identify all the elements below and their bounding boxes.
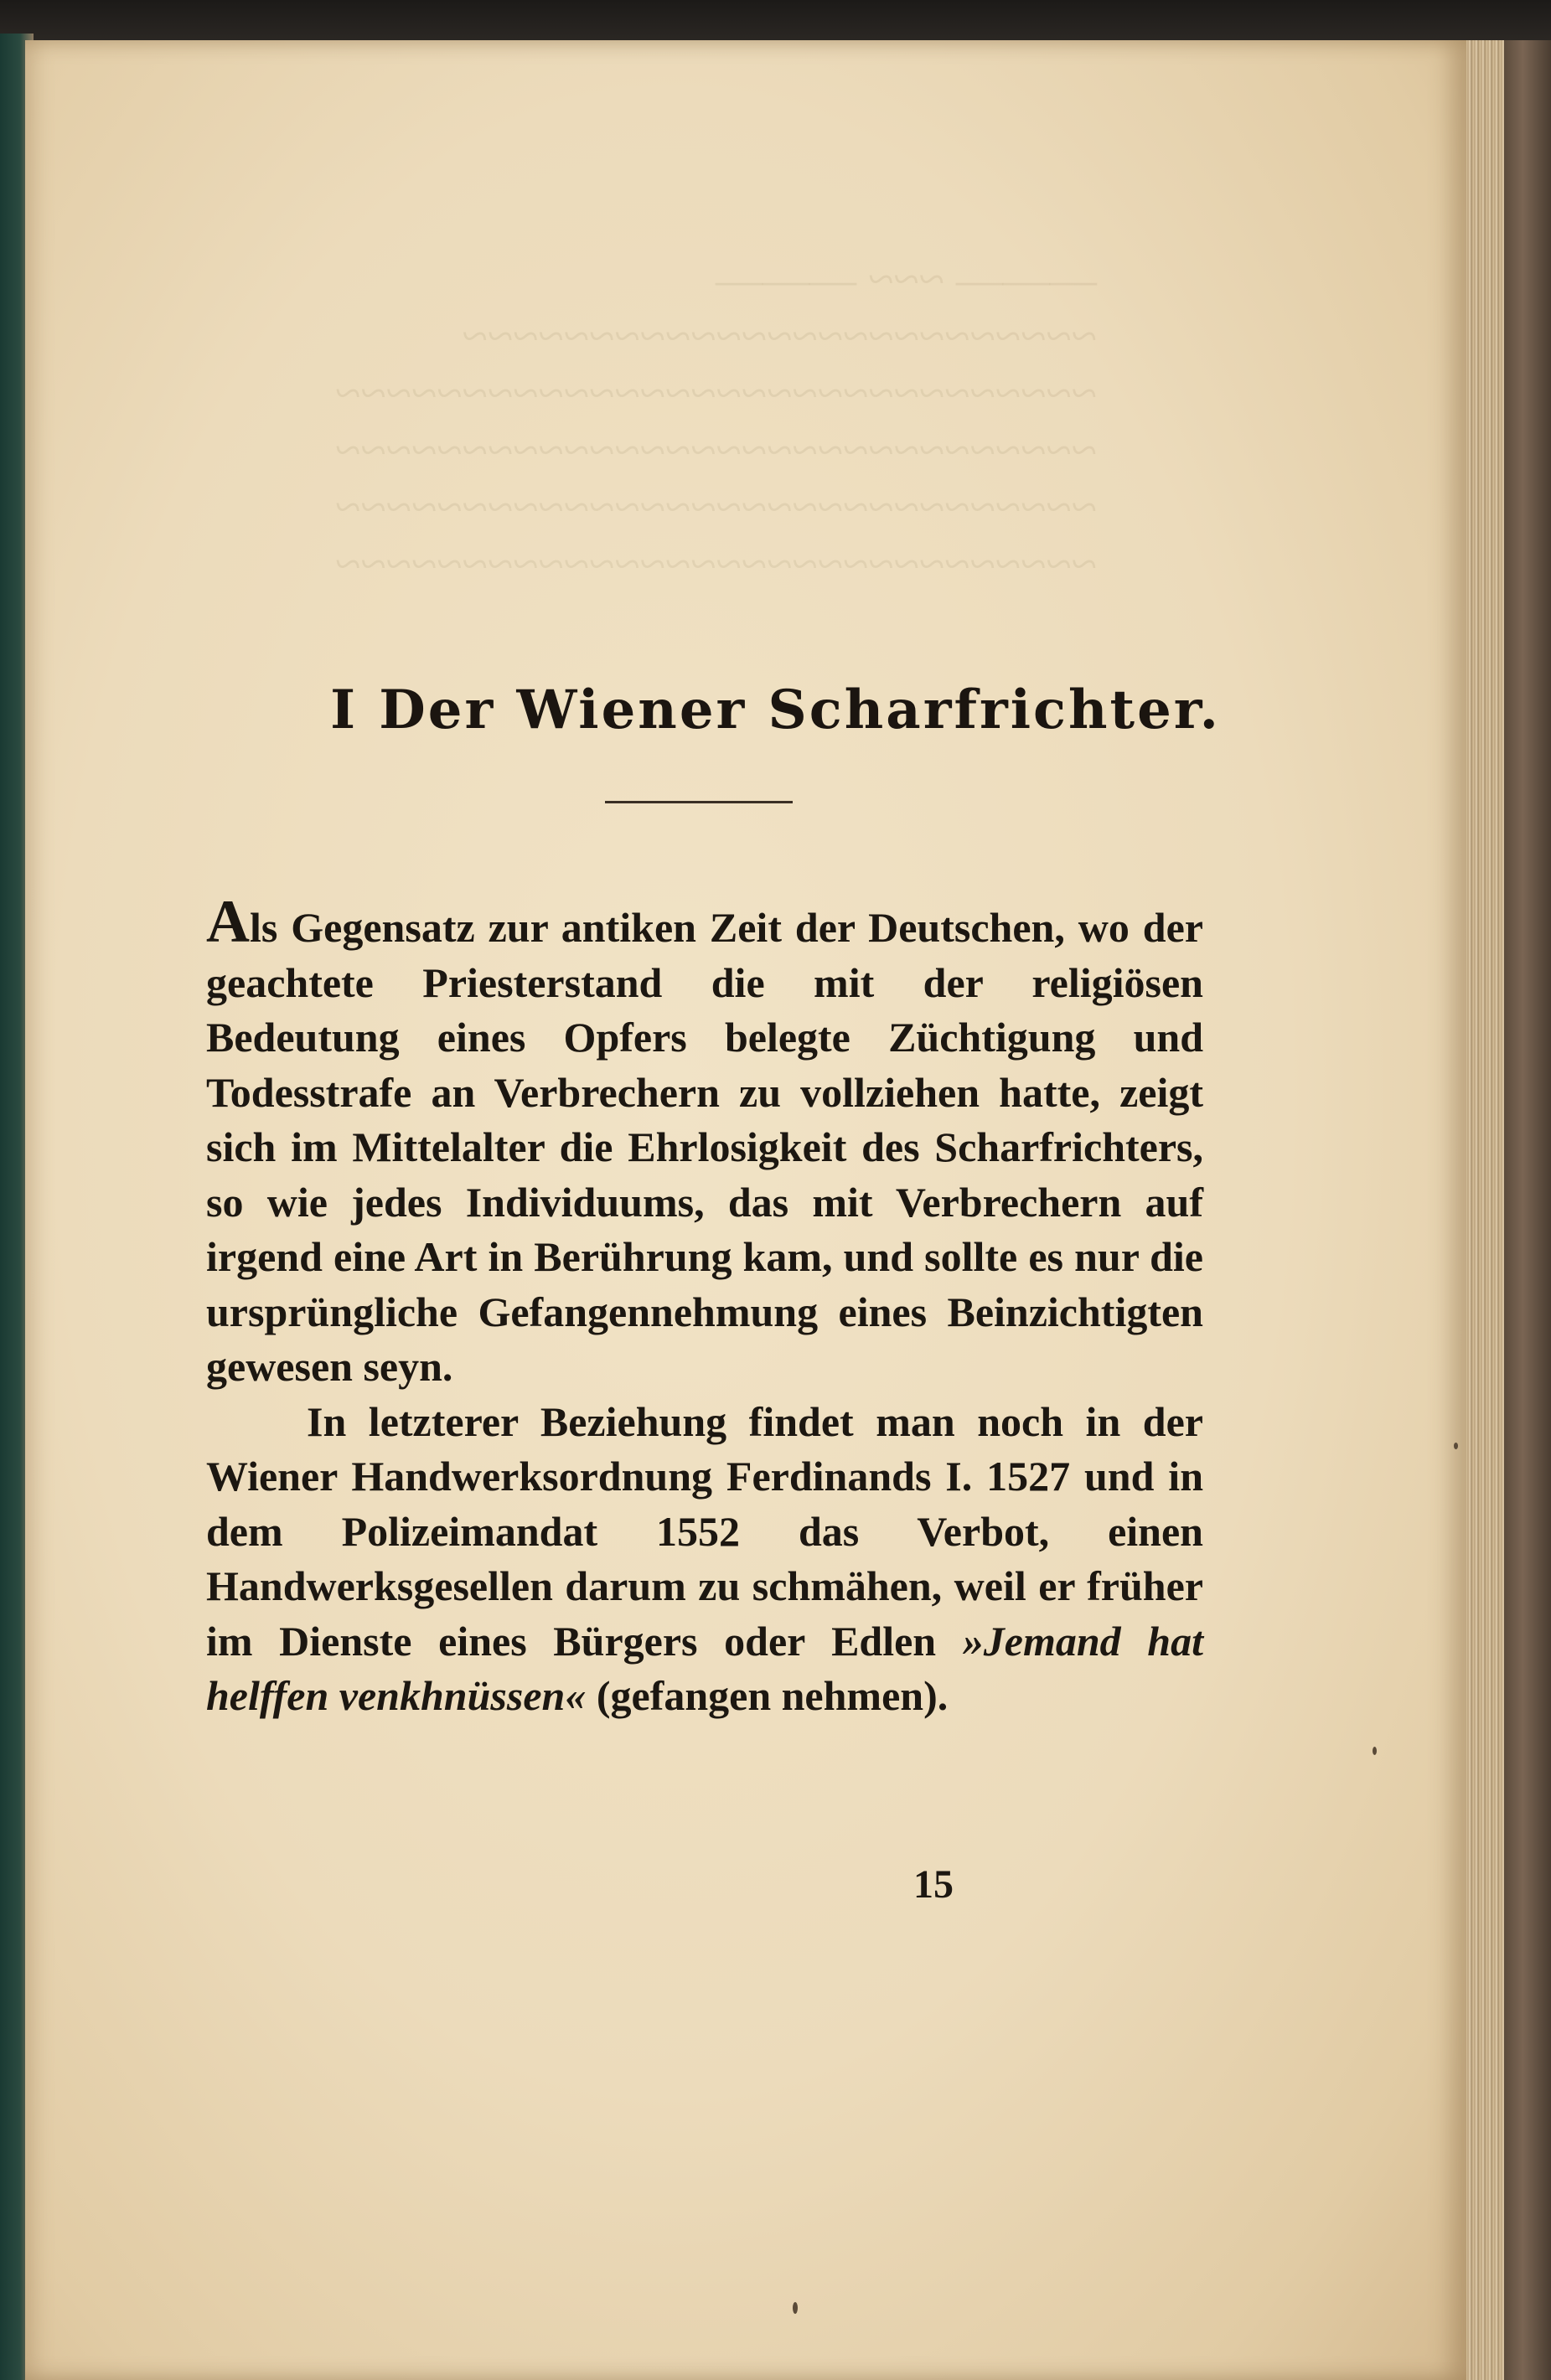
body-text (206, 888, 1203, 1724)
drop-cap: A (206, 888, 250, 955)
paragraph-1-text: ls Gegensatz zur antiken Zeit der Deutschen, wo der geachtete Priesterstand die mit der religiösen Bedeutung eines Opfers belegte Züchtigung und Todesstrafe an Verbrechern zu vollziehen hatte, zeigt sich im Mittelalter die Ehrlosigkeit des Scharfrichters, so wie jedes Individuums, das mit Verbrechern auf irgend eine Art in Berührung kam, und sollte es nur die ursprüngliche Gefangennehmung eines Beinzichtigten gewesen seyn. (206, 904, 1203, 1390)
heading-rule (605, 801, 793, 803)
paragraph-1 (206, 888, 1203, 1395)
speck-mark (1454, 1443, 1458, 1449)
page-edges (1466, 40, 1504, 2380)
speck-mark (793, 2302, 798, 2314)
paragraph-2-end: (gefangen nehmen). (586, 1672, 949, 1719)
paragraph-2-quote: »Jemand hat helffen venkhnüssen« (206, 1617, 1203, 1719)
chapter-heading: I Der Wiener Scharfrichter. (330, 679, 1221, 741)
paragraph-2 (206, 1395, 1203, 1724)
paragraph-2-text: In letzterer Beziehung findet man noch in der Wiener Handwerksordnung Ferdinands I. 1527 und in dem Polizeimandat 1552 das Verbot, einen Handwerksgesellen darum zu schmähen, weil er früher im Dienste eines Bürgers oder Edlen (206, 1397, 1203, 1665)
book-cover-right (1504, 40, 1551, 2380)
bleed-through: ——— ~~~ ——— ~~~~~~~~~~~~~~~~~~~~~~~~~ ~~~~~~~~~~~~~~~~~~~~~~~~~~~~~~ ~~~~~~~~~~~~~~~~~~~~~~~~~~~~~~ ~~~~~~~~~~~~~~~~~~~~~~~~~~~~~~ ~~~~~~~~~~~~~~~~~~~~~~~~~~~~~~ (335, 254, 1097, 591)
speck-mark (1373, 1747, 1377, 1755)
page-number: 15 (913, 1862, 954, 1907)
